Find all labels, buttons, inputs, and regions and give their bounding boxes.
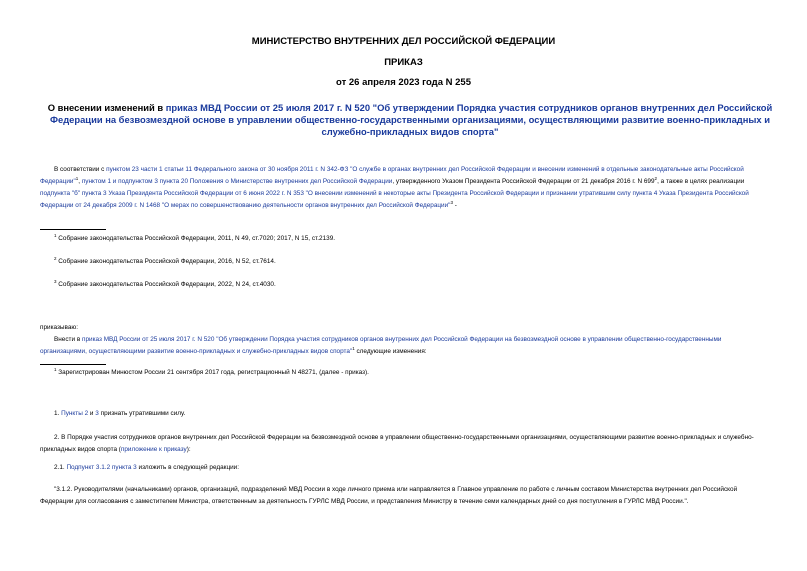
intro-link-decree-353[interactable]: подпункта "б" пункта 3 Указа Президента Российской Федерации от 6 июня 2022 г. N 353 "О внесении изменений в некоторые акты Президента Российской Федерации и признании утратившим силу пункта 4 Указа Президента Российской Федерации от 24 декабря 2009 г. N 1468 "О мерах по совершенствованию деятельности органов внутренних дел Российской Федерации" (40, 190, 749, 209)
intro-text-1: В соответствии с (54, 166, 107, 173)
footnote-text: Собрание законодательства Российской Федерации, 2022, N 24, ст.4030. (58, 281, 276, 288)
footnote-item (54, 368, 369, 378)
intro-text-4: , а также в целях реализации (657, 178, 745, 185)
item-1 (54, 408, 185, 420)
order-text-2: следующие изменения: (354, 348, 427, 355)
item-2-1-text-a: 2.1. (54, 464, 67, 471)
footnote-item (54, 257, 276, 267)
order-paragraph (40, 334, 768, 358)
intro-link-law-342[interactable]: пунктом 23 части 1 статьи 11 Федерального закона от 30 ноября 2011 г. N 342-ФЗ "О службе в органах внутренних дел Российской Федерации и внесении изменений в отдельные законодательные акты Российской Федерации" (40, 166, 744, 185)
footnote-divider (40, 229, 106, 230)
item-2-text-b: ): (186, 446, 191, 453)
order-link-order-520[interactable]: приказ МВД России от 25 июля 2017 г. N 520 "Об утверждении Порядка участия сотрудников органов внутренних дел Российской Федерации на безвозмездной основе в управлении общественно-государственными организациями, осуществляющими развитие военно-прикладных и служебно-прикладных видов спорта" (40, 336, 722, 355)
footnote-mark: 2 (54, 255, 57, 261)
footnote-ref-3[interactable]: 3 (450, 199, 453, 205)
item-2-1-link-subpoint[interactable]: Подпункт 3.1.2 пункта 3 (66, 464, 137, 471)
item-2 (40, 432, 768, 456)
footnote-ref-2[interactable]: 2 (654, 175, 658, 181)
item-2-text-a: 2. В Порядке участия сотрудников органов внутренних дел Российской Федерации на безвозмездной основе в управлении общественно-государственными организациями, осуществляющими развитие военно-прикладных и служебно-прикладных видов спорта ( (40, 434, 754, 453)
date-number-heading: от 26 апреля 2023 года N 255 (336, 77, 471, 88)
title-prefix: О внесении изменений в (47, 102, 166, 113)
intro-paragraph (40, 164, 768, 212)
prikazyvayu-label: приказываю: (40, 324, 78, 331)
footnote-mark: 1 (54, 232, 57, 238)
intro-text-2: , (78, 178, 82, 185)
footnote-item (54, 234, 335, 244)
footnote-mark: 1 (54, 366, 57, 372)
quote-paragraph: "3.1.2. Руководителями (начальниками) органов, организаций, подразделений МВД России в ходе личного приема или направляется в Главное управление по работе с личным составом Министерства внутренних дел Российской Федерации для согласования с заместителем Министра, ответственным за деятельность ГУРЛС МВД России, и представления Министру в течение семи календарных дней со дня поступления в ГУРЛС МВД России.". (40, 486, 738, 505)
document-title (30, 102, 790, 138)
footnote-mark: 3 (54, 278, 57, 284)
intro-link-regulation[interactable]: пунктом 1 и подпунктом 3 пункта 20 Положения о Министерстве внутренних дел Российской Федерации (81, 178, 393, 185)
item-1-text-c: признать утратившими силу. (98, 410, 186, 417)
item-2-link-appendix[interactable]: приложение к приказу (120, 446, 187, 453)
footnote-ref-1[interactable]: 1 (75, 175, 79, 181)
ministry-heading: МИНИСТЕРСТВО ВНУТРЕННИХ ДЕЛ РОССИЙСКОЙ ФЕДЕРАЦИИ (251, 36, 556, 47)
footnote-text: Зарегистрирован Минюстом России 21 сентября 2017 года, регистрационный N 48271, (далее - приказ). (58, 369, 369, 376)
intro-text-3: , утвержденного Указом Президента Российской Федерации от 21 декабря 2016 г. N 699 (392, 178, 655, 185)
item-1-text-b: и (88, 410, 96, 417)
footnote-divider (40, 364, 106, 365)
item-2-1-text-b: изложить в следующей редакции: (136, 464, 240, 471)
footnote-text: Собрание законодательства Российской Федерации, 2016, N 52, ст.7614. (58, 258, 276, 265)
footnote-item (54, 280, 276, 290)
order-text-1: Внести в (54, 336, 82, 343)
doc-type-heading: ПРИКАЗ (384, 57, 423, 68)
footnote-ref-order[interactable]: 1 (352, 345, 355, 351)
item-1-link-point-3[interactable]: 3 (95, 410, 99, 417)
footnote-text: Собрание законодательства Российской Федерации, 2011, N 49, ст.7020; 2017, N 15, ст.2139. (58, 235, 336, 242)
title-link[interactable]: приказ МВД России от 25 июля 2017 г. N 520 "Об утверждении Порядка участия сотрудников органов внутренних дел Российской Федерации на безвозмездной основе в управлении общественно-государственными организациями, осуществляющими развитие военно-прикладных и служебно-прикладных видов спорта" (49, 102, 773, 137)
item-1-text-a: 1. (54, 410, 62, 417)
intro-text-5: - (452, 202, 457, 209)
item-1-link-points-2[interactable]: Пункты 2 (61, 410, 89, 417)
item-2-1 (54, 462, 239, 474)
